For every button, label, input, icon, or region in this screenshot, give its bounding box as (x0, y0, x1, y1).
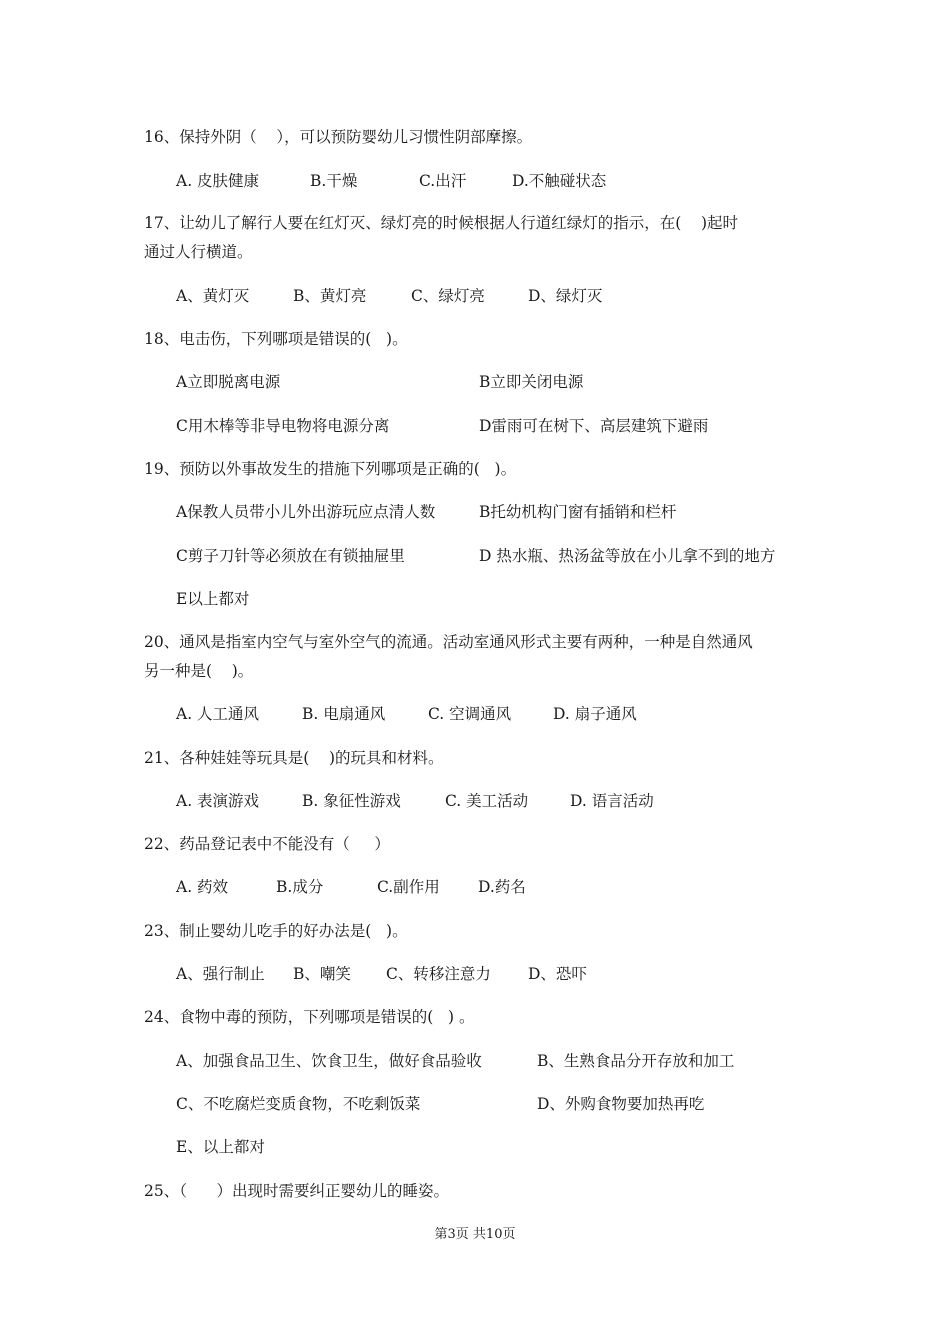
question-18-option-b: B立即关闭电源 (479, 373, 584, 391)
question-20-stem-line2: 另一种是( )。 (144, 662, 254, 680)
question-22-option-b: B.成分 (276, 878, 324, 896)
question-17-option-b: B、黄灯亮 (293, 287, 367, 305)
question-17-option-c: C、绿灯亮 (411, 287, 485, 305)
question-20-option-c: C. 空调通风 (428, 705, 512, 723)
question-16-option-b: B.干燥 (310, 172, 358, 190)
question-24-stem: 24、食物中毒的预防，下列哪项是错误的( ) 。 (144, 1008, 475, 1026)
question-22-option-d: D.药名 (478, 878, 526, 896)
question-20-option-d: D. 扇子通风 (553, 705, 637, 723)
question-21-option-b: B. 象征性游戏 (302, 792, 401, 810)
question-19-option-c: C剪子刀针等必须放在有锁抽屉里 (176, 547, 405, 565)
question-16-option-c: C.出汗 (419, 172, 467, 190)
question-22-option-a: A. 药效 (176, 878, 229, 896)
question-20-stem-line1: 20、通风是指室内空气与室外空气的流通。活动室通风形式主要有两种，一种是自然通风 (144, 633, 753, 651)
question-19-option-b: B托幼机构门窗有插销和栏杆 (479, 503, 677, 521)
question-21-stem: 21、各种娃娃等玩具是( )的玩具和材料。 (144, 749, 444, 767)
question-17-stem-line2: 通过人行横道。 (144, 243, 253, 261)
question-23-option-a: A、强行制止 (176, 965, 265, 983)
page-footer: 第3页 共10页 (434, 1227, 516, 1242)
question-19-option-e: E以上都对 (176, 590, 250, 608)
question-18-option-c: C用木棒等非导电物将电源分离 (176, 417, 390, 435)
question-18-option-d: D雷雨可在树下、高层建筑下避雨 (479, 417, 709, 435)
question-17-option-a: A、黄灯灭 (176, 287, 250, 305)
question-24-option-b: B、生熟食品分开存放和加工 (537, 1052, 735, 1070)
question-23-option-d: D、恐吓 (528, 965, 587, 983)
question-21-option-a: A. 表演游戏 (176, 792, 260, 810)
question-23-stem: 23、制止婴幼儿吃手的好办法是( )。 (144, 922, 408, 940)
question-19-stem: 19、预防以外事故发生的措施下列哪项是正确的( )。 (144, 460, 517, 478)
question-23-option-b: B、嘲笑 (293, 965, 351, 983)
question-21-option-c: C. 美工活动 (445, 792, 529, 810)
question-19-option-a: A保教人员带小儿外出游玩应点清人数 (176, 503, 436, 521)
question-16-option-d: D.不触碰状态 (512, 172, 607, 190)
question-24-option-a: A、加强食品卫生、饮食卫生，做好食品验收 (176, 1052, 482, 1070)
question-24-option-d: D、外购食物要加热再吃 (537, 1095, 705, 1113)
question-20-option-a: A. 人工通风 (176, 705, 260, 723)
question-25-stem: 25、（ ）出现时需要纠正婴幼儿的睡姿。 (144, 1182, 450, 1200)
question-17-stem-line1: 17、让幼儿了解行人要在红灯灭、绿灯亮的时候根据人行道红绿灯的指示，在( )起时 (144, 214, 739, 232)
question-23-option-c: C、转移注意力 (386, 965, 491, 983)
question-20-option-b: B. 电扇通风 (302, 705, 386, 723)
question-16-option-a: A. 皮肤健康 (176, 172, 260, 190)
question-19-option-d: D 热水瓶、热汤盆等放在小儿拿不到的地方 (479, 547, 776, 565)
question-24-option-c: C、不吃腐烂变质食物，不吃剩饭菜 (176, 1095, 421, 1113)
question-22-option-c: C.副作用 (377, 878, 440, 896)
question-24-option-e: E、以上都对 (176, 1138, 265, 1156)
question-18-option-a: A立即脱离电源 (176, 373, 281, 391)
question-17-option-d: D、绿灯灭 (528, 287, 603, 305)
question-21-option-d: D. 语言活动 (570, 792, 654, 810)
question-22-stem: 22、药品登记表中不能没有（ ） (144, 835, 390, 853)
question-16-stem: 16、保持外阴（ ），可以预防婴幼儿习惯性阴部摩擦。 (144, 128, 533, 146)
question-18-stem: 18、电击伤，下列哪项是错误的( )。 (144, 330, 408, 348)
